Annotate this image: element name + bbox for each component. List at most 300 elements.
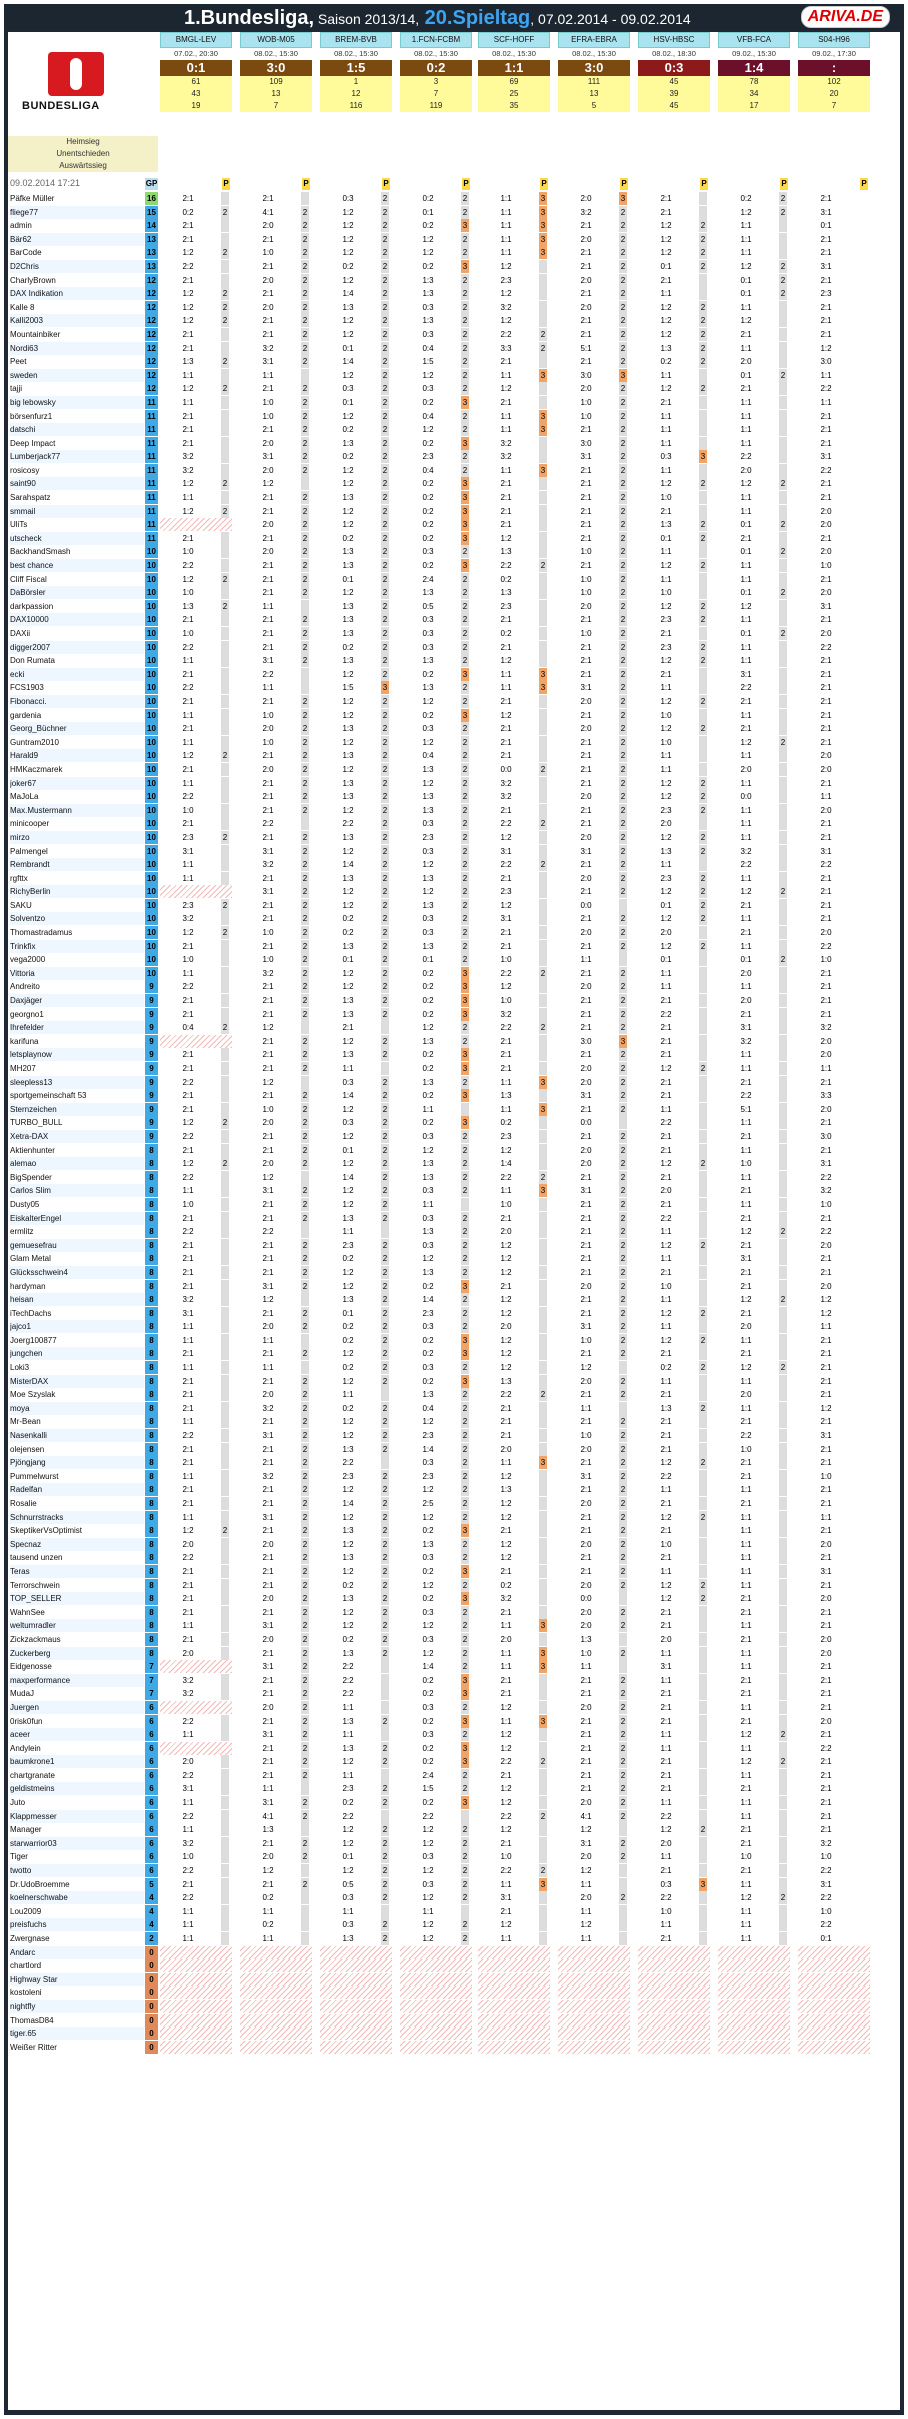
- tip-score: 2:1: [182, 1009, 194, 1019]
- player-name[interactable]: utscheck: [10, 532, 144, 545]
- match-teams[interactable]: EFRA-EBRA: [558, 32, 630, 48]
- player-name[interactable]: MH207: [10, 1064, 36, 1073]
- match-teams[interactable]: 1.FCN-FCBM: [400, 32, 472, 48]
- player-name[interactable]: Palmengel: [10, 846, 48, 856]
- tip-points: [699, 274, 707, 287]
- table-row: [8, 1660, 900, 1674]
- player-name[interactable]: aceer: [10, 1728, 144, 1741]
- player-name[interactable]: Mountainbiker: [10, 329, 61, 339]
- tip-points: 2: [462, 1607, 468, 1617]
- player-name[interactable]: Rosalie: [10, 1499, 37, 1508]
- player-name[interactable]: Zickzackmaus: [10, 1634, 61, 1644]
- tip-score: 2:1: [580, 805, 592, 815]
- tip-cell: [638, 1130, 710, 1143]
- player-name[interactable]: TURBO_BULL: [10, 1118, 63, 1128]
- match-teams[interactable]: WOB-M05: [240, 32, 312, 48]
- player-name[interactable]: Highway Star: [10, 1973, 144, 1986]
- player-name[interactable]: sleepless13: [10, 1076, 144, 1089]
- player-name[interactable]: saint90: [10, 477, 144, 490]
- tip-points: [779, 1973, 787, 1986]
- player-name[interactable]: gardenia: [10, 710, 42, 720]
- tip-cell: [400, 722, 472, 735]
- player-name[interactable]: Deep Impact: [10, 438, 56, 448]
- tip-score: 1:1: [660, 751, 672, 761]
- player-name[interactable]: Glam Metal: [10, 1254, 51, 1264]
- tip-points: 2: [222, 316, 228, 326]
- tip-points: 2: [462, 1444, 468, 1454]
- tip-points: 2: [382, 1784, 388, 1794]
- tip-points: [859, 1320, 867, 1333]
- tip-score: 3:1: [262, 846, 274, 856]
- player-name[interactable]: Vittoria: [10, 967, 144, 980]
- table-row: [8, 1212, 900, 1226]
- tip-score: 2:0: [580, 832, 592, 842]
- tip-points: 2: [302, 1879, 308, 1889]
- tip-score: 3:2: [500, 452, 512, 462]
- player-name[interactable]: MisterDAX: [10, 1375, 144, 1388]
- player-name[interactable]: ermlitz: [10, 1227, 34, 1237]
- tip-score: 1:1: [262, 1934, 274, 1943]
- tip-points: 2: [302, 1471, 308, 1481]
- tip-points: 2: [462, 425, 468, 435]
- player-name[interactable]: twotto: [10, 1864, 144, 1877]
- player-name[interactable]: Moe Szyslak: [10, 1390, 56, 1400]
- tip-score: 2:1: [820, 669, 832, 679]
- tip-points: [221, 1347, 229, 1360]
- player-name[interactable]: Glücksschwein4: [10, 1266, 144, 1279]
- tip-score: 2:1: [820, 479, 832, 489]
- tip-score: 2:1: [820, 1811, 832, 1821]
- player-name[interactable]: RichyBerlin: [10, 885, 144, 898]
- tip-score: 2:1: [500, 479, 512, 489]
- tip-score: 1:1: [740, 1064, 752, 1073]
- player-name[interactable]: Zuckerberg: [10, 1647, 144, 1660]
- tip-score: 1:2: [740, 316, 752, 326]
- player-name[interactable]: koelnerschwabe: [10, 1891, 144, 1904]
- player-name[interactable]: Loki3: [10, 1363, 30, 1373]
- tip-points: [539, 450, 547, 463]
- player-name[interactable]: Nasenkalli: [10, 1429, 144, 1442]
- player-name[interactable]: mirzo: [10, 831, 144, 844]
- tip-cell: [240, 1565, 312, 1578]
- player-name[interactable]: tiger.65: [10, 2027, 144, 2040]
- tip-points: 2: [302, 968, 308, 978]
- tip-points: 3: [700, 1879, 706, 1889]
- tip-cell: [160, 600, 232, 613]
- player-name[interactable]: gemuesefrau: [10, 1239, 144, 1252]
- tip-score: 3:2: [262, 1403, 274, 1413]
- player-name[interactable]: tausend unzen: [10, 1553, 63, 1563]
- table-row: [8, 491, 900, 505]
- player-name[interactable]: D2Chris: [10, 260, 144, 273]
- player-name[interactable]: hardyman: [10, 1281, 46, 1291]
- tip-cell: [638, 1212, 710, 1225]
- player-name[interactable]: 0risk0fun: [10, 1716, 43, 1726]
- player-name[interactable]: Trinkfix: [10, 940, 144, 953]
- match-teams[interactable]: S04-H96: [798, 32, 870, 48]
- player-name[interactable]: sportgemeinschaft 53: [10, 1091, 87, 1101]
- tip-points: [859, 477, 867, 490]
- player-name[interactable]: karifuna: [10, 1036, 39, 1046]
- player-name[interactable]: Radelfan: [10, 1483, 144, 1496]
- tip-points: [221, 858, 229, 871]
- player-name[interactable]: EiskalterEngel: [10, 1212, 144, 1225]
- player-name[interactable]: best chance: [10, 559, 144, 572]
- tip-cell: [718, 1116, 790, 1129]
- tip-cell: [798, 817, 870, 830]
- tip-points: 2: [620, 1050, 626, 1060]
- tip-points: [859, 654, 867, 667]
- tip-score: 1:3: [342, 656, 354, 666]
- tip-points: [461, 1959, 469, 1972]
- player-name[interactable]: ThomasD84: [10, 2015, 54, 2025]
- match-teams[interactable]: BMGL-LEV: [160, 32, 232, 48]
- player-name[interactable]: Max.Mustermann: [10, 804, 144, 817]
- player-name[interactable]: admin: [10, 221, 32, 231]
- tip-cell: [478, 355, 550, 368]
- tip-cell: [798, 1864, 870, 1877]
- player-name[interactable]: weltumradler: [10, 1619, 144, 1632]
- player-name[interactable]: chartlord: [10, 1961, 42, 1971]
- tip-points: [859, 518, 867, 531]
- player-name[interactable]: rosicosy: [10, 465, 40, 475]
- tip-points: [539, 260, 547, 273]
- tip-cell: [240, 831, 312, 844]
- tip-points: [539, 1212, 547, 1225]
- player-name[interactable]: UliTs: [10, 520, 28, 530]
- player-name[interactable]: nightfly: [10, 2000, 144, 2013]
- player-name[interactable]: kostoleni: [10, 1988, 42, 1998]
- tip-cell: [160, 559, 232, 572]
- tip-cell: [160, 1687, 232, 1700]
- tip-score: 0:5: [342, 1879, 354, 1889]
- tip-points: 3: [462, 261, 468, 271]
- tip-score: 0:2: [422, 968, 434, 978]
- player-name[interactable]: Guntram2010: [10, 737, 59, 747]
- tip-score: 1:2: [660, 696, 672, 706]
- tip-points: [539, 2041, 547, 2054]
- player-name[interactable]: Schnurrstracks: [10, 1511, 144, 1524]
- player-name[interactable]: Nordi63: [10, 342, 144, 355]
- player-name[interactable]: joker67: [10, 777, 144, 790]
- player-name[interactable]: DAX Indikation: [10, 287, 144, 300]
- tip-points: 2: [382, 615, 388, 625]
- tip-cell: [558, 1864, 630, 1877]
- player-name[interactable]: Ihrefelder: [10, 1021, 144, 1034]
- tip-points: [859, 858, 867, 871]
- tip-score: 1:2: [660, 778, 672, 788]
- tip-cell: [558, 627, 630, 640]
- player-name[interactable]: Päfke Müller: [10, 194, 55, 203]
- player-name[interactable]: alemao: [10, 1157, 144, 1170]
- player-name[interactable]: Zwergnase: [10, 1934, 50, 1943]
- tip-score: 1:5: [422, 357, 434, 367]
- tip-score: 3:1: [820, 846, 832, 856]
- tip-points: [779, 1103, 787, 1116]
- player-name[interactable]: datschi: [10, 423, 144, 436]
- tip-points: [859, 749, 867, 762]
- tip-points: [859, 1606, 867, 1619]
- tip-cell: [160, 1184, 232, 1197]
- player-name[interactable]: Cliff Fiscal: [10, 574, 47, 584]
- tip-score: 2:1: [262, 506, 274, 516]
- player-name[interactable]: DAX10000: [10, 613, 144, 626]
- player-name[interactable]: preisfuchs: [10, 1918, 144, 1931]
- player-name[interactable]: Terrorschwein: [10, 1580, 60, 1590]
- tip-points: [779, 1347, 787, 1360]
- tip-points: 3: [462, 982, 468, 992]
- player-name[interactable]: olejensen: [10, 1444, 45, 1454]
- tip-score: 2:2: [182, 1431, 194, 1441]
- player-name[interactable]: TOP_SELLER: [10, 1592, 144, 1605]
- tip-score: 2:0: [820, 588, 832, 598]
- player-name[interactable]: Sternzeichen: [10, 1103, 144, 1116]
- player-name[interactable]: SAKU: [10, 900, 32, 910]
- player-name[interactable]: Kalle 8: [10, 302, 35, 312]
- player-name[interactable]: ecki: [10, 668, 144, 681]
- tip-score: 1:0: [580, 629, 592, 638]
- player-name[interactable]: Dr.UdoBroemme: [10, 1879, 70, 1889]
- tip-cell: [638, 885, 710, 898]
- tip-score: 2:1: [500, 493, 512, 503]
- match-teams[interactable]: BREM-BVB: [320, 32, 392, 48]
- player-name[interactable]: FCS1903: [10, 683, 44, 693]
- tip-cell: [798, 1130, 870, 1143]
- tip-score: 1:1: [740, 1580, 752, 1590]
- tip-cell: [558, 736, 630, 749]
- player-name[interactable]: fliege77: [10, 206, 144, 219]
- player-name[interactable]: HMKaczmarek: [10, 764, 63, 774]
- player-name[interactable]: MaJoLa: [10, 792, 39, 802]
- tip-score: 1:2: [660, 248, 672, 258]
- player-name[interactable]: letsplaynow: [10, 1048, 144, 1061]
- player-name[interactable]: vega2000: [10, 955, 46, 965]
- player-name[interactable]: tajji: [10, 384, 23, 394]
- player-name[interactable]: jajco1: [10, 1320, 144, 1333]
- tip-score: 2:3: [500, 1131, 512, 1141]
- player-name[interactable]: Andylein: [10, 1743, 41, 1753]
- tip-cell: [558, 1048, 630, 1061]
- tip-points: 2: [382, 629, 388, 638]
- tip-points: [221, 2000, 229, 2013]
- player-name[interactable]: Tiger: [10, 1852, 28, 1862]
- player-name[interactable]: Sarahspatz: [10, 493, 51, 503]
- tip-cell: [400, 287, 472, 300]
- player-points: 0: [145, 1959, 158, 1972]
- match-teams[interactable]: SCF-HOFF: [478, 32, 550, 48]
- player-name[interactable]: Teras: [10, 1565, 144, 1578]
- tip-cell: [320, 1048, 392, 1061]
- tip-score: 1:2: [660, 832, 672, 842]
- player-name[interactable]: baumkrone1: [10, 1755, 144, 1768]
- player-points: 0: [145, 1946, 158, 1959]
- player-name[interactable]: sweden: [10, 369, 144, 382]
- player-name[interactable]: jungchen: [10, 1347, 144, 1360]
- tip-score: 2:1: [580, 1566, 592, 1576]
- player-name[interactable]: DAXii: [10, 629, 31, 638]
- player-name[interactable]: geldistmeins: [10, 1782, 144, 1795]
- tip-points: 2: [462, 1770, 468, 1780]
- tip-cell: [400, 2014, 472, 2027]
- player-name[interactable]: CharlyBrown: [10, 275, 56, 285]
- player-name[interactable]: starwarrior03: [10, 1837, 144, 1850]
- player-name[interactable]: DaBörsler: [10, 586, 144, 599]
- player-name[interactable]: Aktienhunter: [10, 1145, 55, 1155]
- tip-points: 3: [462, 1526, 468, 1536]
- tip-score: 2:0: [262, 1852, 274, 1862]
- match-teams[interactable]: VFB-FCA: [718, 32, 790, 48]
- player-name[interactable]: Dusty05: [10, 1199, 40, 1209]
- player-name[interactable]: Don Rumata: [10, 656, 55, 666]
- tip-points: [539, 1674, 547, 1687]
- tip-cell: [478, 1198, 550, 1211]
- tip-cell: [558, 668, 630, 681]
- tip-points: [221, 1415, 229, 1428]
- player-name[interactable]: Fibonacci.: [10, 695, 144, 708]
- tip-cell: [718, 1361, 790, 1374]
- tip-points: [779, 2014, 787, 2027]
- player-name[interactable]: Harald9: [10, 749, 144, 762]
- player-name[interactable]: heisan: [10, 1293, 144, 1306]
- player-name[interactable]: Mr-Bean: [10, 1417, 41, 1427]
- player-name[interactable]: chartgranate: [10, 1770, 55, 1780]
- tip-points: [539, 940, 547, 953]
- player-name[interactable]: Lumberjack77: [10, 450, 144, 463]
- player-name[interactable]: Georg_Büchner: [10, 722, 144, 735]
- tip-points: 2: [462, 1213, 468, 1223]
- player-name[interactable]: SkeptikerVsOptimist: [10, 1526, 83, 1536]
- player-name[interactable]: Thomastradamus: [10, 928, 73, 938]
- tip-score: 2:0: [660, 1634, 672, 1644]
- tip-score: 2:1: [660, 1145, 672, 1155]
- tip-cell: [240, 613, 312, 626]
- player-name[interactable]: iTechDachs: [10, 1308, 52, 1318]
- tip-cell: [558, 722, 630, 735]
- player-name[interactable]: darkpassion: [10, 601, 54, 611]
- player-name[interactable]: Juto: [10, 1798, 26, 1808]
- tip-cell: [240, 260, 312, 273]
- player-name[interactable]: Lou2009: [10, 1906, 42, 1916]
- tip-score: 3:1: [262, 1281, 274, 1291]
- player-name[interactable]: WahnSee: [10, 1607, 45, 1617]
- tip-points: [539, 1375, 547, 1388]
- tip-score: 1:2: [342, 1621, 354, 1631]
- player-name[interactable]: Pjöngjang: [10, 1456, 144, 1469]
- tip-score: 1:2: [422, 370, 434, 380]
- player-name[interactable]: Joerg100877: [10, 1335, 57, 1345]
- tip-points: 2: [620, 1349, 626, 1359]
- table-row: [8, 423, 900, 437]
- player-name[interactable]: maxperformance: [10, 1674, 144, 1687]
- player-name[interactable]: Andreito: [10, 982, 40, 992]
- player-name[interactable]: rgfttx: [10, 873, 28, 883]
- ariva-logo[interactable]: ARIVA.DE: [801, 6, 890, 28]
- tip-score: 1:1: [342, 1064, 354, 1073]
- player-points: 0: [145, 2000, 158, 2013]
- tip-points: 2: [382, 1104, 388, 1114]
- tip-cell: [798, 1687, 870, 1700]
- player-name[interactable]: Kalli2003: [10, 314, 144, 327]
- tip-cell: [558, 1252, 630, 1265]
- tip-cell: [798, 437, 870, 450]
- player-name[interactable]: Juergen: [10, 1701, 144, 1714]
- tip-cell: [320, 885, 392, 898]
- player-name[interactable]: digger2007: [10, 641, 144, 654]
- player-name[interactable]: Weißer Ritter: [10, 2042, 57, 2052]
- tip-score: 0:2: [422, 996, 434, 1006]
- points-header-marker: P: [701, 179, 707, 188]
- player-name[interactable]: Andarc: [10, 1946, 144, 1959]
- tip-score: 1:1: [820, 1322, 832, 1332]
- player-name[interactable]: MudaJ: [10, 1689, 35, 1699]
- tip-score: 0:2: [422, 710, 434, 720]
- player-name[interactable]: georgno1: [10, 1009, 44, 1019]
- tip-cell: [798, 2000, 870, 2013]
- player-name[interactable]: Solventzo: [10, 912, 144, 925]
- tip-score: 2:0: [262, 724, 274, 734]
- player-name[interactable]: Rembrandt: [10, 858, 144, 871]
- tip-cell: [400, 369, 472, 382]
- table-row: [8, 1252, 900, 1266]
- tip-cell: [160, 1973, 232, 1986]
- tip-cell: [718, 1035, 790, 1048]
- tip-score: 2:2: [500, 1023, 512, 1033]
- player-name[interactable]: moya: [10, 1402, 144, 1415]
- tip-points: [779, 2000, 787, 2013]
- tip-cell: [478, 1715, 550, 1728]
- player-name[interactable]: BigSpender: [10, 1172, 52, 1182]
- tip-points: [859, 1769, 867, 1782]
- tip-points: 2: [382, 1485, 388, 1495]
- player-name[interactable]: Klappmesser: [10, 1810, 144, 1823]
- player-name[interactable]: börsenfurz1: [10, 411, 53, 421]
- tip-score: 2:0: [580, 601, 592, 611]
- player-name[interactable]: smmail: [10, 505, 144, 518]
- tip-cell: [160, 1932, 232, 1945]
- tip-score: 2:3: [660, 805, 672, 815]
- player-name[interactable]: Daxjäger: [10, 994, 144, 1007]
- player-name[interactable]: Eidgenosse: [10, 1662, 52, 1672]
- tip-points: 2: [700, 1159, 706, 1169]
- match-teams[interactable]: HSV-HBSC: [638, 32, 710, 48]
- tip-score: 2:1: [820, 819, 832, 829]
- player-name[interactable]: Peet: [10, 357, 27, 367]
- player-name[interactable]: Xetra-DAX: [10, 1130, 144, 1143]
- tip-points: 2: [700, 846, 706, 856]
- player-name[interactable]: Pummelwurst: [10, 1471, 59, 1481]
- player-name[interactable]: BarCode: [10, 248, 42, 258]
- tip-cell: [638, 1986, 710, 1999]
- player-name[interactable]: minicooper: [10, 819, 50, 829]
- tip-cell: [478, 994, 550, 1007]
- tip-score: 1:1: [342, 1390, 354, 1400]
- player-name[interactable]: Bär62: [10, 233, 144, 246]
- player-name[interactable]: Specnaz: [10, 1538, 144, 1551]
- tip-score: 1:3: [342, 1526, 354, 1536]
- tip-score: 0:3: [422, 1322, 434, 1332]
- tip-cell: [240, 1347, 312, 1360]
- player-name[interactable]: big lebowsky: [10, 396, 144, 409]
- tip-cell: [798, 1551, 870, 1564]
- tip-score: 1:2: [342, 710, 354, 720]
- player-name[interactable]: BackhandSmash: [10, 547, 71, 557]
- tip-points: 2: [462, 696, 468, 706]
- player-name[interactable]: Carlos Slim: [10, 1184, 144, 1197]
- tip-cell: [798, 274, 870, 287]
- player-name[interactable]: Manager: [10, 1825, 42, 1835]
- table-row: [8, 600, 900, 614]
- tip-cell: [638, 1905, 710, 1918]
